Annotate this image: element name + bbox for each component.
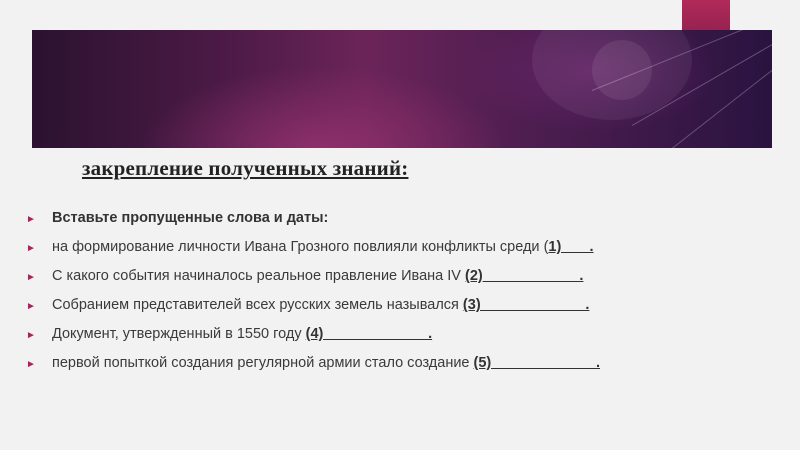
answer-blank: (5) . (473, 355, 601, 371)
task-list (26, 210, 786, 384)
list-item (26, 326, 786, 355)
list-item (26, 268, 786, 297)
arrow-bullet-icon: ► (26, 330, 36, 341)
list-item (26, 355, 786, 384)
arrow-bullet-icon: ► (26, 243, 36, 254)
arrow-bullet-icon: ► (26, 301, 36, 312)
list-item-text: первой попыткой создания регулярной армии стало создание (52, 355, 474, 371)
list-item-text: Вставьте пропущенные слова и даты: (52, 210, 329, 226)
answer-blank: (4) . (305, 326, 433, 342)
slide-title: закрепление полученных знаний: (82, 156, 409, 180)
list-item-text: Собранием представителей всех русских земель назывался (52, 297, 463, 313)
answer-blank: 1) . (548, 239, 594, 255)
list-item (26, 210, 786, 239)
arrow-bullet-icon: ► (26, 272, 36, 283)
answer-blank: (2) . (465, 268, 584, 284)
list-item (26, 297, 786, 326)
arrow-bullet-icon: ► (26, 214, 36, 225)
list-item-text: С какого события начиналось реальное правление Ивана IV (52, 268, 465, 284)
list-item-text: Документ, утвержденный в 1550 году (52, 326, 306, 342)
list-item (26, 239, 786, 268)
arrow-bullet-icon: ► (26, 359, 36, 370)
answer-blank: (3) . (462, 297, 590, 313)
header-banner (32, 30, 772, 148)
list-item-text: на формирование личности Ивана Грозного повлияли конфликты среди ( (52, 239, 549, 255)
